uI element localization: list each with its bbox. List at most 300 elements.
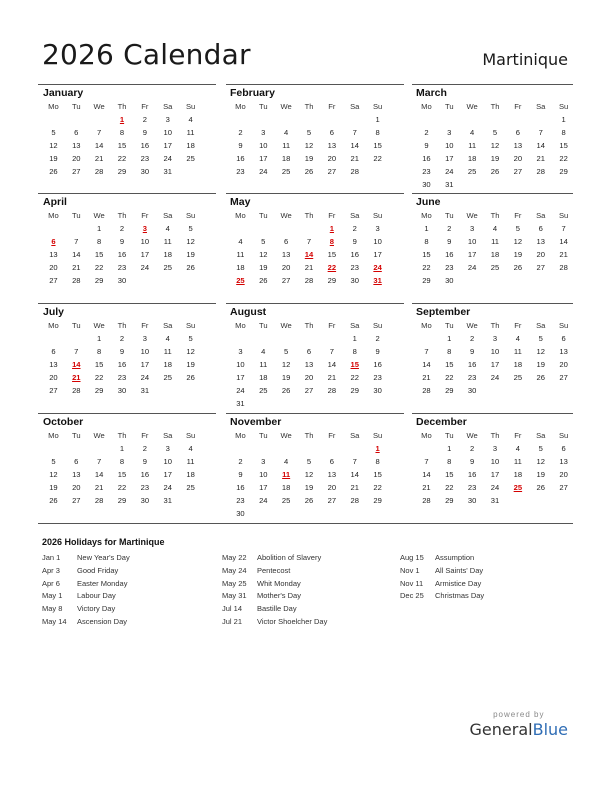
day-cell: 2 <box>447 224 452 233</box>
day-cell: 30 <box>236 509 245 518</box>
day-cell: 15 <box>559 141 568 150</box>
day-cell: 9 <box>142 128 147 137</box>
week-row <box>229 384 389 397</box>
month-divider <box>226 303 404 304</box>
weekday-label: Su <box>372 321 383 330</box>
day-cell: 20 <box>513 154 523 163</box>
month-name: March <box>416 87 447 99</box>
day-cell: 27 <box>559 483 568 492</box>
day-cell: 7 <box>424 347 429 356</box>
day-cell: 22 <box>559 154 568 163</box>
month-name: September <box>416 306 471 318</box>
week-row <box>415 332 575 345</box>
weekday-header <box>415 100 575 113</box>
day-cell: 17 <box>467 250 477 259</box>
holiday-column <box>42 552 130 629</box>
month-divider <box>412 193 573 194</box>
day-cell: 13 <box>327 470 337 479</box>
day-cell: 19 <box>304 483 314 492</box>
day-cell: 22 <box>117 154 127 163</box>
day-cell: 21 <box>94 483 104 492</box>
weekday-label: Fr <box>514 211 522 220</box>
week-row <box>42 468 202 481</box>
day-cell: 22 <box>94 373 104 382</box>
day-cell: 9 <box>142 457 147 466</box>
day-cell: 14 <box>94 141 104 150</box>
day-cell: 26 <box>536 373 545 382</box>
weekday-label: We <box>466 321 478 330</box>
day-cell: 11 <box>236 250 245 259</box>
week-row <box>229 126 389 139</box>
day-cell: 12 <box>536 347 545 356</box>
day-cell: 7 <box>97 457 102 466</box>
day-cell: 21 <box>304 263 314 272</box>
day-cell: 3 <box>492 444 498 453</box>
day-cell: 9 <box>424 141 429 150</box>
month-name: April <box>43 196 67 208</box>
holiday-name: New Year's Day <box>77 553 130 562</box>
day-cell: 4 <box>470 128 475 137</box>
day-cell: 12 <box>490 141 500 150</box>
empty-day-cell <box>65 442 88 455</box>
day-cell: 28 <box>350 167 359 176</box>
day-cell: 19 <box>490 154 500 163</box>
day-cell: 30 <box>445 276 454 285</box>
day-cell: 22 <box>445 373 454 382</box>
week-row <box>229 455 389 468</box>
day-cell: 12 <box>536 457 545 466</box>
day-cell: 15 <box>422 250 431 259</box>
weekday-label: Th <box>490 321 500 330</box>
weekday-label: Sa <box>350 211 360 220</box>
day-cell: 2 <box>375 334 380 343</box>
day-cell: 15 <box>445 360 454 369</box>
day-cell: 28 <box>94 167 104 176</box>
day-cell: 11 <box>282 141 291 150</box>
weekday-label: Su <box>558 321 569 330</box>
day-cell: 10 <box>467 237 477 246</box>
day-cell: 16 <box>140 141 150 150</box>
day-cell: 20 <box>327 483 337 492</box>
day-cell: 24 <box>140 263 150 272</box>
week-row <box>415 468 575 481</box>
week-row <box>42 384 202 397</box>
day-cell: 6 <box>515 128 520 137</box>
empty-day-cell <box>529 274 552 287</box>
day-cell: 23 <box>140 154 150 163</box>
empty-day-cell <box>156 274 179 287</box>
holiday-item <box>400 552 484 565</box>
holiday-date: May 14 <box>42 616 67 626</box>
month-divider <box>412 413 573 414</box>
week-row <box>415 494 575 507</box>
day-cell: 9 <box>238 470 243 479</box>
empty-day-cell <box>275 397 298 410</box>
day-cell: 26 <box>49 167 58 176</box>
day-cell: 4 <box>165 224 170 233</box>
weekday-label: Mo <box>235 211 246 220</box>
day-cell: 27 <box>49 276 58 285</box>
empty-day-cell <box>529 113 552 126</box>
day-cell: 29 <box>117 167 127 176</box>
day-cell: 4 <box>261 347 266 356</box>
day-cell: 12 <box>304 470 314 479</box>
day-cell: 2 <box>119 224 125 233</box>
day-cell: 13 <box>327 141 337 150</box>
holiday-date: Apr 3 <box>42 565 60 575</box>
day-cell: 16 <box>236 154 245 163</box>
day-cell: 11 <box>186 128 195 137</box>
day-cell: 26 <box>49 496 58 505</box>
day-cell: 9 <box>447 237 452 246</box>
empty-day-cell <box>229 113 252 126</box>
holiday-day-cell: 14 <box>72 360 81 369</box>
day-cell: 17 <box>490 470 500 479</box>
week-row <box>42 494 202 507</box>
weekday-label: Th <box>117 431 127 440</box>
weekday-label: Su <box>372 211 383 220</box>
day-cell: 17 <box>140 360 150 369</box>
holiday-name: Whit Monday <box>257 578 301 588</box>
day-cell: 26 <box>186 263 195 272</box>
day-cell: 22 <box>373 483 382 492</box>
empty-day-cell <box>42 113 65 126</box>
day-cell: 6 <box>329 457 334 466</box>
weekday-label: Tu <box>444 431 454 440</box>
day-cell: 29 <box>559 167 568 176</box>
weekday-label: We <box>280 102 292 111</box>
day-cell: 1 <box>424 224 429 233</box>
day-cell: 12 <box>186 347 195 356</box>
month-january <box>42 87 202 178</box>
day-cell: 10 <box>163 128 172 137</box>
empty-day-cell <box>229 332 252 345</box>
day-cell: 3 <box>142 334 147 343</box>
day-cell: 11 <box>491 237 499 246</box>
day-cell: 19 <box>186 250 195 259</box>
weekday-header <box>42 429 202 442</box>
holiday-item <box>400 578 484 591</box>
day-cell: 20 <box>49 263 58 272</box>
month-august <box>229 306 389 410</box>
week-row <box>42 481 202 494</box>
week-row <box>415 481 575 494</box>
day-cell: 5 <box>188 334 193 343</box>
page-title: 2026 Calendar <box>42 38 251 71</box>
month-september <box>415 306 575 397</box>
day-cell: 21 <box>350 483 359 492</box>
weekday-label: Mo <box>421 321 432 330</box>
day-cell: 24 <box>467 263 477 272</box>
day-cell: 16 <box>140 470 150 479</box>
empty-day-cell <box>42 332 65 345</box>
month-name: June <box>416 196 441 208</box>
weekday-label: Tu <box>444 321 454 330</box>
day-cell: 18 <box>467 154 477 163</box>
holiday-item <box>42 578 130 591</box>
holiday-date: Jan 1 <box>42 553 61 562</box>
day-cell: 23 <box>140 483 150 492</box>
weekday-header <box>415 209 575 222</box>
weekday-header <box>229 100 389 113</box>
day-cell: 2 <box>238 457 243 466</box>
empty-day-cell <box>552 178 575 191</box>
day-cell: 3 <box>165 115 170 124</box>
day-cell: 3 <box>261 128 266 137</box>
empty-day-cell <box>252 442 275 455</box>
week-row <box>42 345 202 358</box>
weekday-label: We <box>466 431 478 440</box>
weekday-label: Tu <box>71 431 81 440</box>
day-cell: 26 <box>513 263 523 272</box>
day-cell: 7 <box>97 128 102 137</box>
month-name: May <box>230 196 251 208</box>
day-cell: 4 <box>188 444 193 453</box>
holiday-date: May 8 <box>42 604 63 614</box>
day-cell: 25 <box>163 373 172 382</box>
weekday-label: Sa <box>350 431 360 440</box>
day-cell: 25 <box>186 154 195 163</box>
day-cell: 23 <box>236 496 245 505</box>
weekday-label: We <box>93 431 105 440</box>
week-row <box>415 165 575 178</box>
day-cell: 20 <box>327 154 337 163</box>
day-cell: 6 <box>74 128 79 137</box>
month-april <box>42 196 202 287</box>
empty-day-cell <box>366 507 389 520</box>
day-cell: 10 <box>163 457 172 466</box>
day-cell: 16 <box>236 483 245 492</box>
day-cell: 17 <box>163 141 172 150</box>
empty-day-cell <box>506 274 529 287</box>
day-cell: 15 <box>94 360 104 369</box>
holiday-item <box>222 590 327 603</box>
empty-day-cell <box>88 442 111 455</box>
week-row <box>229 468 389 481</box>
month-divider <box>226 193 404 194</box>
day-cell: 1 <box>447 334 452 343</box>
holiday-item <box>42 603 130 616</box>
day-cell: 30 <box>140 496 150 505</box>
empty-day-cell <box>179 274 202 287</box>
weekday-label: Mo <box>421 431 432 440</box>
day-cell: 23 <box>350 263 359 272</box>
day-cell: 16 <box>467 360 477 369</box>
day-cell: 10 <box>373 237 382 246</box>
empty-day-cell <box>506 384 529 397</box>
day-cell: 8 <box>424 237 429 246</box>
day-cell: 13 <box>72 141 81 150</box>
holiday-date: Nov 11 <box>400 578 424 588</box>
weekday-label: Fr <box>328 102 336 111</box>
weekday-label: Fr <box>141 102 149 111</box>
empty-day-cell <box>484 178 507 191</box>
day-cell: 17 <box>140 250 150 259</box>
day-cell: 9 <box>352 237 357 246</box>
day-cell: 13 <box>536 237 545 246</box>
day-cell: 27 <box>327 167 337 176</box>
empty-day-cell <box>320 507 343 520</box>
day-cell: 29 <box>445 386 454 395</box>
holiday-item <box>42 565 130 578</box>
empty-day-cell <box>65 113 88 126</box>
day-cell: 16 <box>373 360 382 369</box>
day-cell: 15 <box>94 250 104 259</box>
holiday-name: Mother's Day <box>257 591 301 601</box>
day-cell: 30 <box>117 386 127 395</box>
day-cell: 23 <box>467 483 477 492</box>
weekday-label: Mo <box>235 431 246 440</box>
day-cell: 14 <box>422 360 431 369</box>
empty-day-cell <box>275 113 298 126</box>
week-row <box>42 371 202 384</box>
empty-day-cell <box>484 274 507 287</box>
day-cell: 7 <box>424 457 429 466</box>
day-cell: 29 <box>94 276 104 285</box>
week-row <box>415 235 575 248</box>
empty-day-cell <box>298 332 321 345</box>
week-row <box>42 442 202 455</box>
day-cell: 6 <box>561 334 566 343</box>
day-cell: 17 <box>259 154 268 163</box>
month-divider <box>226 84 404 85</box>
week-row <box>42 261 202 274</box>
day-cell: 27 <box>536 263 545 272</box>
day-cell: 2 <box>352 224 357 233</box>
holiday-name: Labour Day <box>77 591 116 601</box>
day-cell: 14 <box>559 237 568 246</box>
day-cell: 16 <box>445 250 454 259</box>
weekday-label: Tu <box>71 211 81 220</box>
week-row <box>229 397 389 410</box>
holiday-column <box>222 552 327 629</box>
weekday-label: Sa <box>163 211 173 220</box>
day-cell: 3 <box>375 224 380 233</box>
day-cell: 10 <box>140 347 150 356</box>
weekday-label: Sa <box>163 431 173 440</box>
day-cell: 12 <box>513 237 523 246</box>
holiday-item <box>400 565 484 578</box>
day-cell: 2 <box>424 128 429 137</box>
day-cell: 19 <box>49 154 58 163</box>
day-cell: 28 <box>422 386 431 395</box>
month-divider <box>38 193 216 194</box>
weekday-label: Fr <box>141 431 149 440</box>
week-row <box>42 235 202 248</box>
day-cell: 18 <box>490 250 500 259</box>
day-cell: 6 <box>306 347 312 356</box>
week-row <box>415 345 575 358</box>
day-cell: 29 <box>327 276 337 285</box>
day-cell: 13 <box>559 457 568 466</box>
weekday-header <box>229 429 389 442</box>
week-row <box>229 371 389 384</box>
day-cell: 7 <box>74 237 79 246</box>
day-cell: 20 <box>559 470 568 479</box>
week-row <box>42 358 202 371</box>
day-cell: 24 <box>140 373 150 382</box>
day-cell: 25 <box>163 263 172 272</box>
day-cell: 28 <box>350 496 359 505</box>
week-row <box>42 113 202 126</box>
week-row <box>42 332 202 345</box>
weekday-label: Sa <box>536 211 546 220</box>
empty-day-cell <box>415 113 438 126</box>
empty-day-cell <box>42 222 65 235</box>
week-row <box>415 358 575 371</box>
day-cell: 28 <box>422 496 431 505</box>
empty-day-cell <box>506 494 529 507</box>
empty-day-cell <box>320 397 343 410</box>
empty-day-cell <box>298 442 321 455</box>
day-cell: 18 <box>513 470 523 479</box>
day-cell: 13 <box>49 250 58 259</box>
day-cell: 28 <box>327 386 337 395</box>
weekday-label: Tu <box>71 102 81 111</box>
holiday-day-cell: 6 <box>51 237 56 246</box>
weekday-label: Su <box>558 102 569 111</box>
day-cell: 11 <box>163 237 172 246</box>
day-cell: 17 <box>236 373 245 382</box>
holiday-date: Jul 21 <box>222 616 243 626</box>
day-cell: 12 <box>304 141 314 150</box>
day-cell: 2 <box>119 334 125 343</box>
holiday-day-cell: 1 <box>375 444 380 453</box>
week-row <box>42 222 202 235</box>
week-row <box>229 358 389 371</box>
day-cell: 6 <box>284 237 289 246</box>
empty-day-cell <box>506 113 529 126</box>
day-cell: 7 <box>352 128 357 137</box>
weekday-header <box>415 319 575 332</box>
weekday-label: Fr <box>141 321 149 330</box>
day-cell: 4 <box>188 115 193 124</box>
holiday-item <box>222 565 327 578</box>
day-cell: 28 <box>559 263 568 272</box>
weekday-label: Mo <box>48 321 59 330</box>
day-cell: 27 <box>304 386 314 395</box>
day-cell: 15 <box>373 141 382 150</box>
week-row <box>415 126 575 139</box>
holiday-day-cell: 31 <box>373 276 382 285</box>
day-cell: 4 <box>284 128 289 137</box>
day-cell: 18 <box>186 470 195 479</box>
day-cell: 8 <box>352 347 357 356</box>
weekday-label: Mo <box>48 431 59 440</box>
day-cell: 10 <box>445 141 454 150</box>
day-cell: 20 <box>72 154 81 163</box>
day-cell: 8 <box>447 347 452 356</box>
weekday-label: Tu <box>258 431 268 440</box>
day-cell: 31 <box>445 180 454 189</box>
day-cell: 14 <box>94 470 104 479</box>
weekday-label: Sa <box>350 102 360 111</box>
day-cell: 26 <box>304 167 314 176</box>
day-cell: 22 <box>373 154 382 163</box>
week-row <box>415 248 575 261</box>
weekday-label: Mo <box>421 102 432 111</box>
weekday-label: Tu <box>258 211 268 220</box>
day-cell: 3 <box>470 224 475 233</box>
day-cell: 12 <box>49 141 58 150</box>
day-cell: 27 <box>72 167 81 176</box>
month-name: November <box>230 416 282 428</box>
day-cell: 11 <box>513 457 522 466</box>
day-cell: 18 <box>259 373 268 382</box>
weekday-label: Fr <box>328 321 336 330</box>
week-row <box>415 442 575 455</box>
day-cell: 24 <box>259 496 268 505</box>
